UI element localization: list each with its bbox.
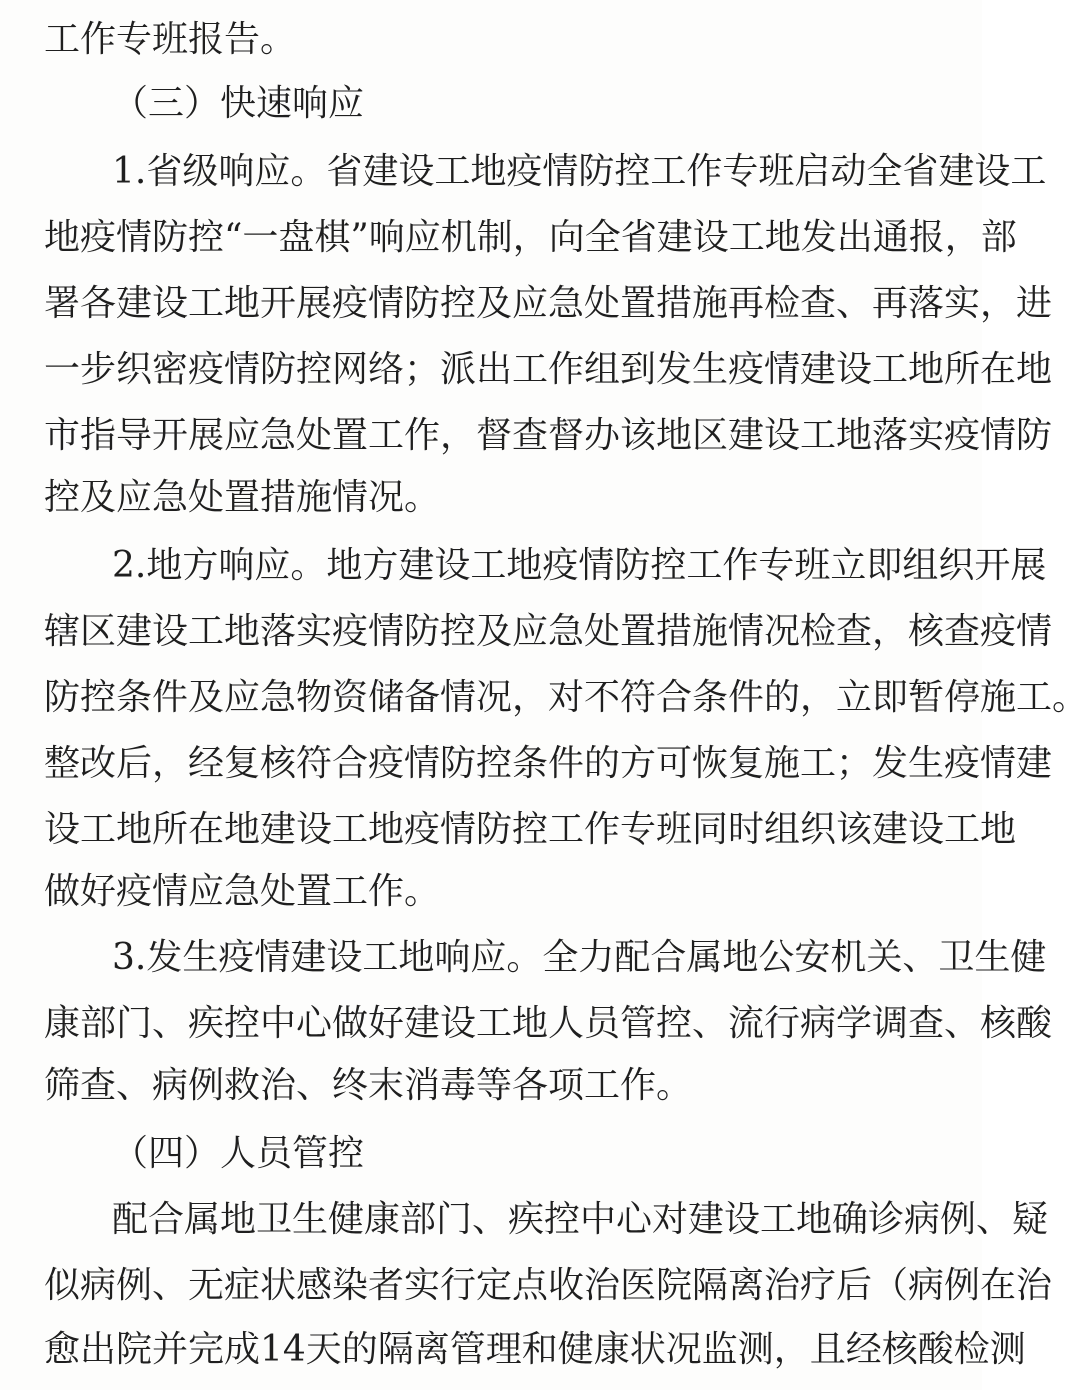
text-line: 筛查、病例救治、终末消毒等各项工作。 [44,1065,693,1106]
text-line: 地疫情防控“一盘棋”响应机制，向全省建设工地发出通报，部 [44,217,1017,258]
text-line: 2.地方响应。地方建设工地疫情防控工作专班立即组织开展 [112,545,1047,586]
text-line: 工作专班报告。 [44,19,297,60]
text-line: 做好疫情应急处置工作。 [44,871,441,912]
text-line: 康部门、疾控中心做好建设工地人员管控、流行病学调查、核酸 [44,1003,1053,1044]
text-line: 署各建设工地开展疫情防控及应急处置措施再检查、再落实，进 [44,283,1053,324]
text-line: 市指导开展应急处置工作，督查督办该地区建设工地落实疫情防 [44,415,1053,456]
text-line: 控及应急处置措施情况。 [44,477,441,518]
text-line: 配合属地卫生健康部门、疾控中心对建设工地确诊病例、疑 [112,1199,1049,1240]
text-line: 辖区建设工地落实疫情防控及应急处置措施情况检查，核查疫情 [44,611,1053,652]
text-line: 一步织密疫情防控网络；派出工作组到发生疫情建设工地所在地 [44,349,1053,390]
section-heading: （三）快速响应 [112,83,365,124]
text-line: 似病例、无症状感染者实行定点收治医院隔离治疗后（病例在治 [44,1265,1053,1306]
text-line: 防控条件及应急物资储备情况，对不符合条件的，立即暂停施工。 [44,677,1088,718]
text-line: 整改后，经复核符合疫情防控条件的方可恢复施工；发生疫情建 [44,743,1053,784]
text-line: 愈出院并完成14天的隔离管理和健康状况监测，且经核酸检测 [44,1329,1026,1370]
text-line: 3.发生疫情建设工地响应。全力配合属地公安机关、卫生健 [112,937,1047,978]
text-line: 1.省级响应。省建设工地疫情防控工作专班启动全省建设工 [112,151,1047,192]
text-line: 设工地所在地建设工地疫情防控工作专班同时组织该建设工地 [44,809,1017,850]
section-heading: （四）人员管控 [112,1133,365,1174]
